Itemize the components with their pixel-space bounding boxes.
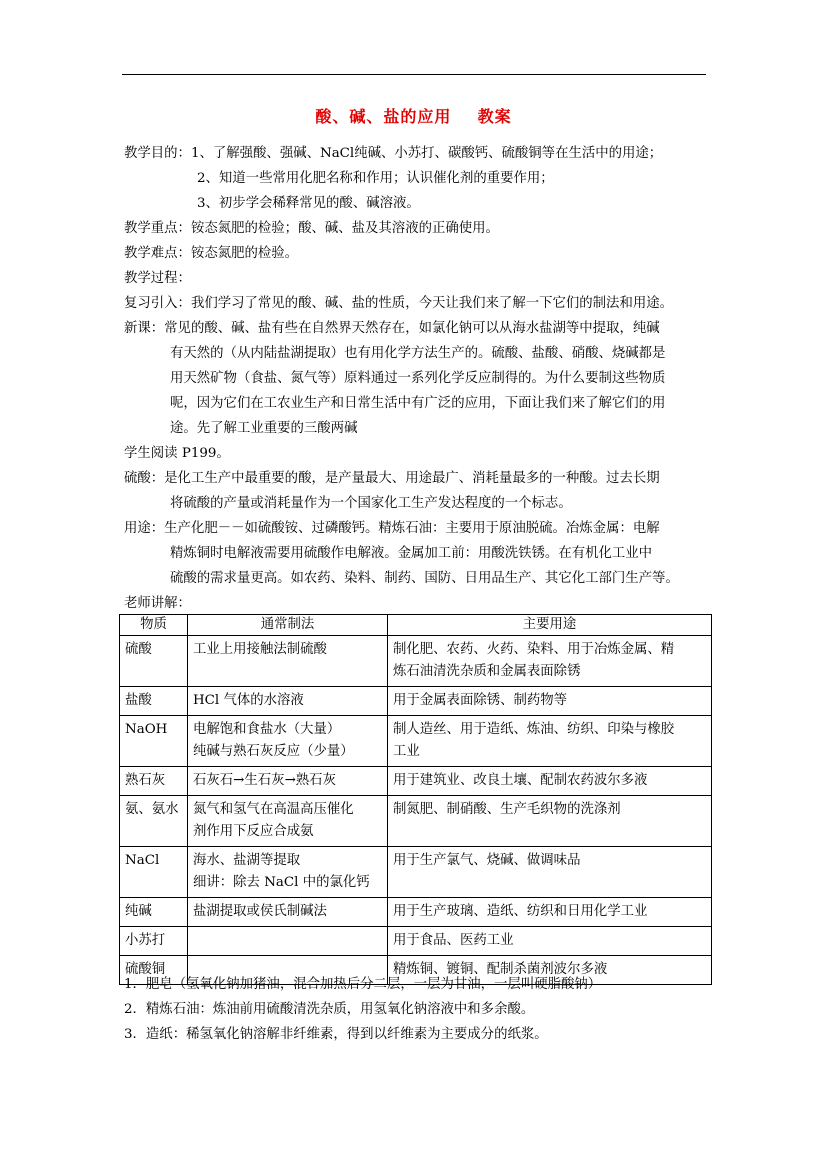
text-line: 用天然矿物（食盐、氮气等）原料通过一系列化学反应制得的。为什么要制这些物质 bbox=[170, 371, 666, 386]
cell-text-line: 氮气和氢气在高温高压催化 bbox=[193, 802, 354, 817]
table-row bbox=[120, 898, 712, 927]
page-title: 酸、碱、盐的应用 教案 bbox=[315, 107, 512, 126]
text-line: 教学难点：铵态氮肥的检验。 bbox=[124, 246, 299, 261]
text-line: 教学目的：1、了解强酸、强碱、NaCl纯碱、小苏打、碳酸钙、硫酸铜等在生活中的用途； bbox=[124, 146, 663, 161]
cell-text-line: 纯碱与熟石灰反应（少量） bbox=[193, 744, 354, 759]
header-method: 通常制法 bbox=[188, 615, 388, 636]
cell-text-line: 用于生产玻璃、造纸、纺织和日用化学工业 bbox=[393, 904, 648, 919]
cell-substance: NaCl bbox=[120, 847, 188, 898]
cell-text-line: 电解饱和食盐水（大量） bbox=[193, 722, 341, 737]
cell-method bbox=[188, 636, 388, 687]
text-line: 3、初步学会稀释常见的酸、碱溶液。 bbox=[197, 196, 420, 211]
cell-substance: 小苏打 bbox=[120, 927, 188, 956]
cell-use bbox=[388, 716, 712, 767]
table-row bbox=[120, 716, 712, 767]
table-row bbox=[120, 636, 712, 687]
table-row bbox=[120, 847, 712, 898]
cell-text-line: 盐湖提取或侯氏制碱法 bbox=[193, 904, 327, 919]
text-line: 将硫酸的产量或消耗量作为一个国家化工生产发达程度的一个标志。 bbox=[170, 496, 572, 511]
usage-table bbox=[119, 614, 712, 985]
cell-text-line: 炼石油清洗杂质和金属表面除锈 bbox=[393, 664, 581, 679]
cell-method bbox=[188, 796, 388, 847]
cell-substance: 纯碱 bbox=[120, 898, 188, 927]
cell-text-line: 精炼铜、镀铜、配制杀菌剂波尔多液 bbox=[393, 962, 608, 977]
text-line: 老师讲解： bbox=[124, 596, 191, 611]
text-line: 2．精炼石油：炼油前用硫酸清洗杂质，用氢氧化钠溶液中和多余酸。 bbox=[124, 1002, 535, 1017]
cell-text-line: 用于金属表面除锈、制药物等 bbox=[393, 693, 568, 708]
text-line: 2、知道一些常用化肥名称和作用；认识催化剂的重要作用； bbox=[197, 171, 554, 186]
table-header-row bbox=[120, 615, 712, 636]
cell-substance: 硫酸 bbox=[120, 636, 188, 687]
cell-method bbox=[188, 898, 388, 927]
cell-text-line: 海水、盐湖等提取 bbox=[193, 853, 301, 868]
text-line: 有天然的（从内陆盐湖提取）也有用化学方法生产的。硫酸、盐酸、硝酸、烧碱都是 bbox=[170, 346, 666, 361]
cell-use bbox=[388, 687, 712, 716]
text-line: 教学重点：铵态氮肥的检验；酸、碱、盐及其溶液的正确使用。 bbox=[124, 221, 499, 236]
table-row bbox=[120, 687, 712, 716]
text-line: 途。先了解工业重要的三酸两碱 bbox=[170, 421, 358, 436]
text-line: 3．造纸：稀氢氧化钠溶解非纤维素，得到以纤维素为主要成分的纸浆。 bbox=[124, 1027, 548, 1042]
header-use: 主要用途 bbox=[388, 615, 712, 636]
text-line: 新课：常见的酸、碱、盐有些在自然界天然存在，如氯化钠可以从海水盐湖等中提取，纯碱 bbox=[124, 321, 660, 336]
text-line: 教学过程： bbox=[124, 271, 191, 286]
table-row bbox=[120, 956, 712, 985]
cell-text-line: 制化肥、农药、火药、染料、用于冶炼金属、精 bbox=[393, 642, 675, 657]
cell-use bbox=[388, 927, 712, 956]
table-row bbox=[120, 796, 712, 847]
cell-text-line: 用于建筑业、改良土壤、配制农药波尔多液 bbox=[393, 773, 648, 788]
cell-text-line: 细讲：除去 NaCl 中的氯化钙 bbox=[193, 875, 370, 890]
header-substance: 物质 bbox=[120, 615, 188, 636]
cell-text-line: HCl 气体的水溶液 bbox=[193, 693, 304, 708]
cell-method bbox=[188, 687, 388, 716]
cell-method bbox=[188, 956, 388, 985]
cell-text-line: 制氮肥、制硝酸、生产毛织物的洗涤剂 bbox=[393, 802, 621, 817]
cell-method bbox=[188, 847, 388, 898]
cell-text-line: 工业上用接触法制硫酸 bbox=[193, 642, 327, 657]
text-line: 复习引入：我们学习了常见的酸、碱、盐的性质，今天让我们来了解一下它们的制法和用途。 bbox=[124, 296, 674, 311]
cell-use bbox=[388, 847, 712, 898]
cell-text-line: 用于食品、医药工业 bbox=[393, 933, 514, 948]
text-line: 呢，因为它们在工农业生产和日常生活中有广泛的应用，下面让我们来了解它们的用 bbox=[170, 396, 666, 411]
cell-use bbox=[388, 956, 712, 985]
text-line: 硫酸：是化工生产中最重要的酸，是产量最大、用途最广、消耗量最多的一种酸。过去长期 bbox=[124, 471, 660, 486]
table-row bbox=[120, 767, 712, 796]
cell-text-line: 石灰石→生石灰→熟石灰 bbox=[193, 773, 336, 788]
cell-text-line bbox=[193, 959, 382, 981]
text-line: 1．肥皂（氢氧化钠加猪油，混合加热后分二层，一层为甘油，一层叫硬脂酸钠） bbox=[124, 977, 602, 992]
cell-use bbox=[388, 767, 712, 796]
cell-method bbox=[188, 716, 388, 767]
text-line: 用途：生产化肥－－如硫酸铵、过磷酸钙。精炼石油：主要用于原油脱硫。冶炼金属：电解 bbox=[124, 521, 660, 536]
cell-substance: 盐酸 bbox=[120, 687, 188, 716]
cell-substance: NaOH bbox=[120, 716, 188, 767]
text-line: 硫酸的需求量更高。如农药、染料、制药、国防、日用品生产、其它化工部门生产等。 bbox=[170, 571, 679, 586]
cell-text-line: 制人造丝、用于造纸、炼油、纺织、印染与橡胶 bbox=[393, 722, 675, 737]
text-line: 精炼铜时电解液需要用硫酸作电解液。金属加工前：用酸洗铁锈。在有机化工业中 bbox=[170, 546, 653, 561]
cell-text-line: 剂作用下反应合成氨 bbox=[193, 824, 314, 839]
cell-use bbox=[388, 898, 712, 927]
cell-substance: 氨、氨水 bbox=[120, 796, 188, 847]
cell-text-line: 用于生产氯气、烧碱、做调味品 bbox=[393, 853, 581, 868]
table-row bbox=[120, 927, 712, 956]
cell-substance: 熟石灰 bbox=[120, 767, 188, 796]
text-line: 学生阅读 P199。 bbox=[124, 446, 230, 461]
cell-method bbox=[188, 927, 388, 956]
cell-use bbox=[388, 796, 712, 847]
cell-method bbox=[188, 767, 388, 796]
cell-substance: 硫酸铜 bbox=[120, 956, 188, 985]
cell-text-line bbox=[193, 930, 382, 952]
cell-text-line: 工业 bbox=[393, 744, 420, 759]
header-rule bbox=[122, 74, 706, 75]
cell-use bbox=[388, 636, 712, 687]
